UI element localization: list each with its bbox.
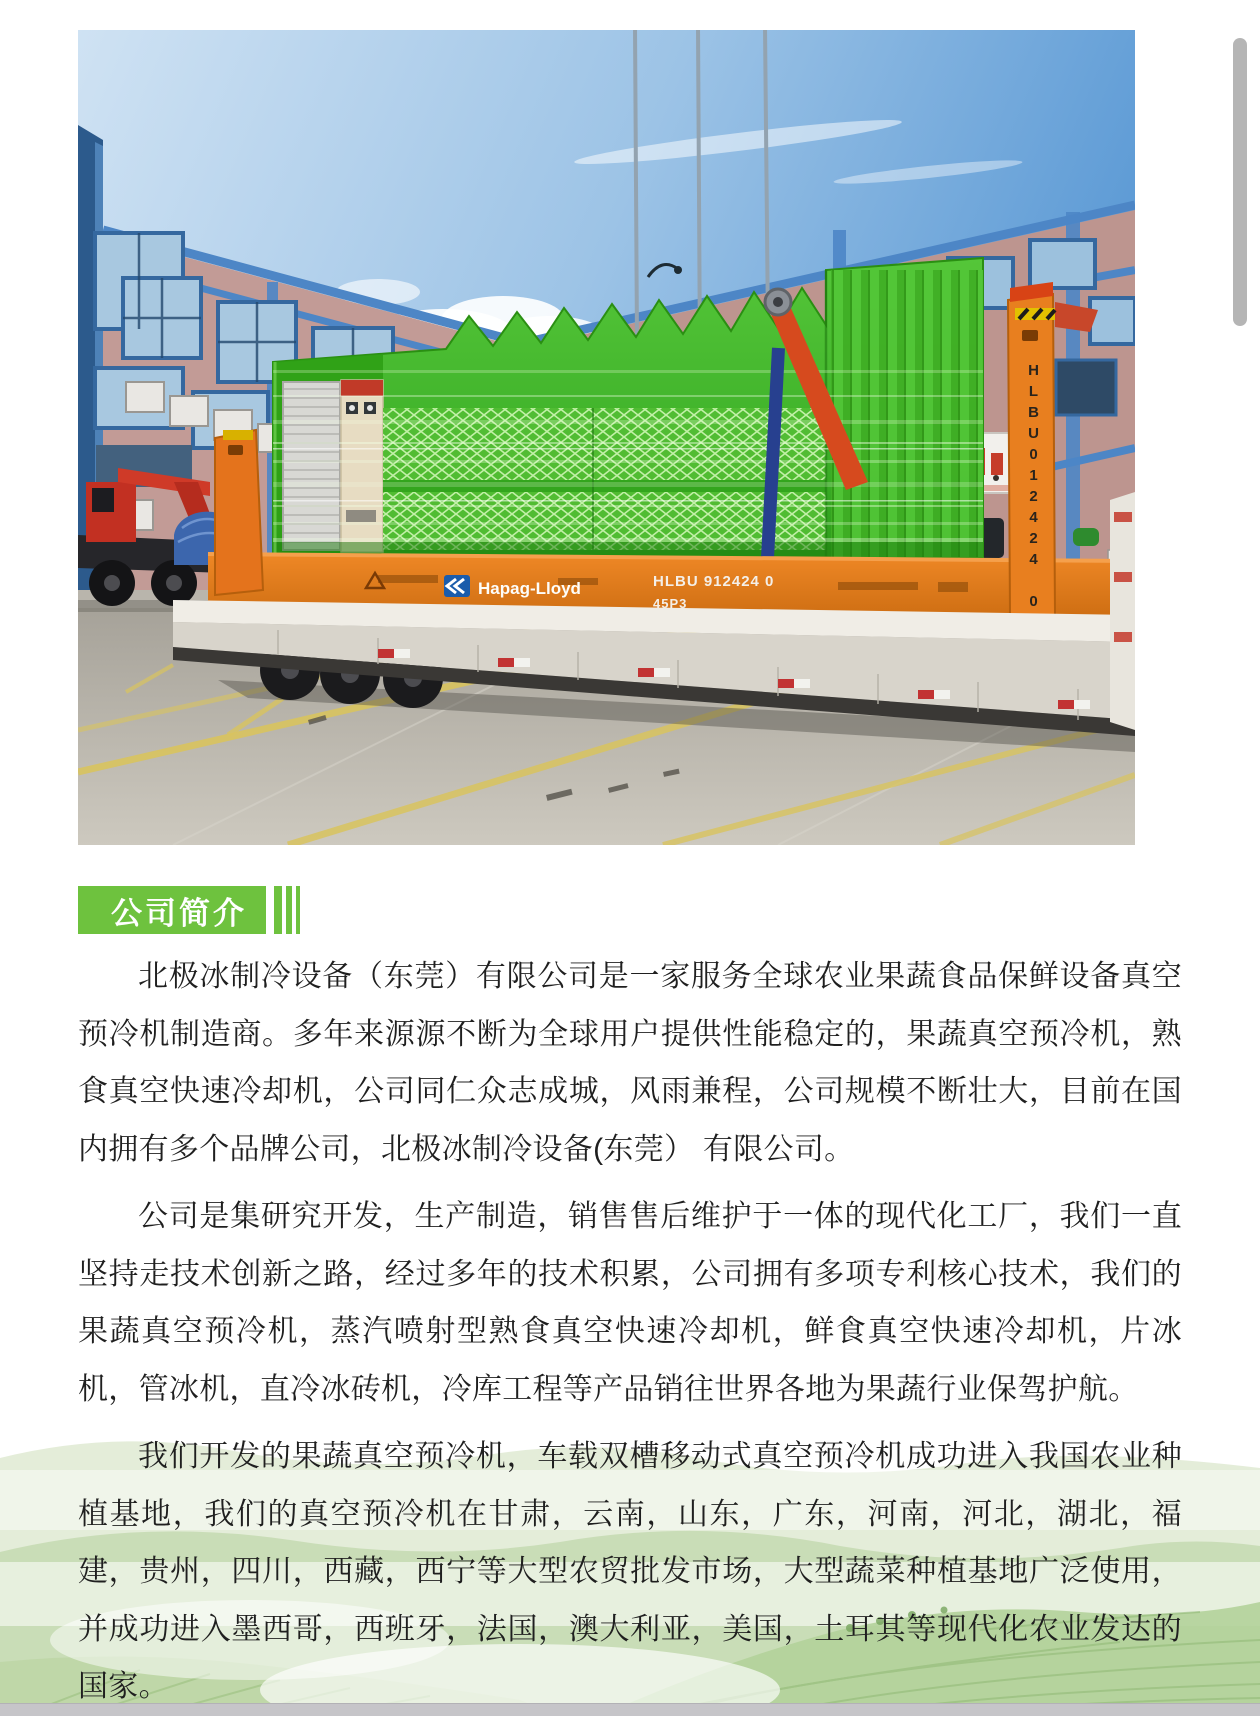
section-title: 公司简介: [111, 895, 247, 931]
machine-control-panel: [341, 380, 383, 552]
title-decor-stripes: [274, 886, 304, 934]
intro-paragraph-2: 公司是集研究开发，生产制造，销售售后维护于一体的现代化工厂，我们一直坚持走技术创新之路，经过多年的技术积累，公司拥有多项专利核心技术，我们的果蔬真空预冷机，蒸汽喷射型熟食真空快速冷却机，鲜食真空快速冷却机，片冰机，管冰机，直冷冰砖机，冷库工程等产品销往世界各地为果蔬行业保驾护航。: [78, 1200, 1182, 1406]
scrollbar-thumb[interactable]: [1233, 38, 1247, 326]
container-code-text: HLBU 912424 0: [653, 573, 775, 590]
company-introduction: [78, 948, 1182, 1716]
intro-paragraph-1: 北极冰制冷设备（东莞）有限公司是一家服务全球农业果蔬食品保鲜设备真空预冷机制造商。多年来源源不断为全球用户提供性能稳定的，果蔬真空预冷机，熟食真空快速冷却机，公司同仁众志成城，风雨兼程，公司规模不断壮大，目前在国内拥有多个品牌公司，北极冰制冷设备(东莞） 有限公司。: [78, 960, 1182, 1166]
bottom-bar: [0, 1703, 1260, 1716]
intro-paragraph-3: 我们开发的果蔬真空预冷机，车载双槽移动式真空预冷机成功进入我国农业种植基地，我们的真空预冷机在甘肃，云南，山东，广东，河南，河北，湖北，福建，贵州，四川，西藏，西宁等大型农贸批发市场，大型蔬菜种植基地广泛使用，并成功进入墨西哥，西班牙，法国，澳大利亚，美国，土耳其等现代化农业发达的国家。: [78, 1440, 1182, 1703]
hapag-lloyd-brand-text: Hapag-Lloyd: [478, 579, 581, 598]
section-header: [78, 886, 304, 934]
section-title-box: [78, 886, 266, 934]
container-corner-post-code: HLBU012424 0: [1025, 362, 1042, 614]
photo-illustration: [78, 30, 1135, 845]
product-photo: [78, 30, 1135, 845]
hapag-lloyd-logo: [444, 575, 470, 597]
container-type-code-text: 45P3: [653, 596, 688, 611]
